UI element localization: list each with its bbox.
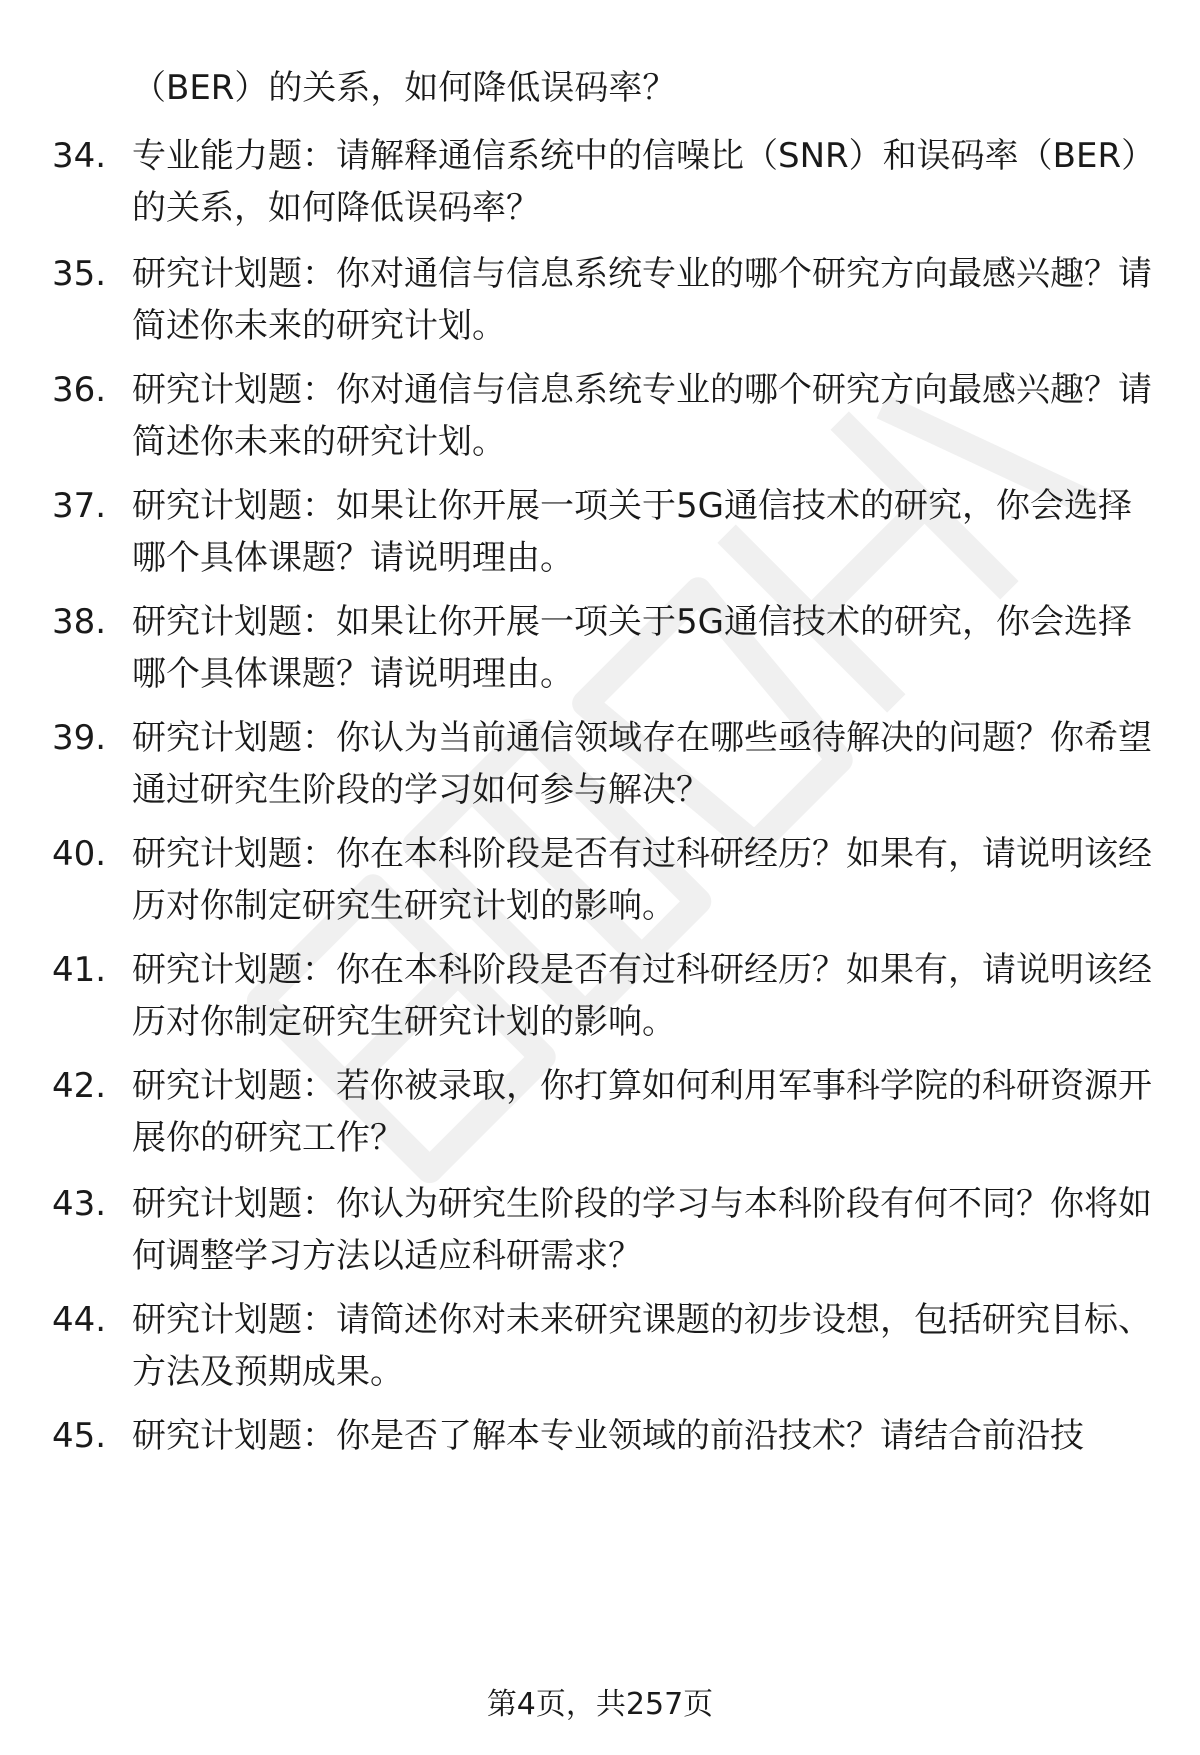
list-item — [52, 248, 1162, 352]
question-number: 45. — [52, 1416, 107, 1456]
list-item — [52, 1178, 1162, 1282]
list-item — [52, 1060, 1162, 1164]
list-item — [52, 1294, 1162, 1398]
question-text: 研究计划题：你对通信与信息系统专业的哪个研究方向最感兴趣？请简述你未来的研究计划。 — [132, 370, 1152, 462]
question-number: 35. — [52, 254, 107, 294]
question-text: 研究计划题：如果让你开展一项关于5G通信技术的研究，你会选择哪个具体课题？请说明理由。 — [132, 486, 1132, 578]
question-number: 37. — [52, 486, 107, 526]
list-item — [52, 828, 1162, 932]
question-number: 36. — [52, 370, 107, 410]
question-text: 研究计划题：你在本科阶段是否有过科研经历？如果有，请说明该经历对你制定研究生研究计划的影响。 — [132, 834, 1152, 926]
list-item — [52, 364, 1162, 468]
question-text: 研究计划题：你认为当前通信领域存在哪些亟待解决的问题？你希望通过研究生阶段的学习如何参与解决？ — [132, 718, 1152, 810]
list-item — [52, 130, 1162, 234]
question-number: 44. — [52, 1300, 107, 1340]
list-item — [52, 1410, 1162, 1462]
question-text: 研究计划题：你是否了解本专业领域的前沿技术？请结合前沿技 — [132, 1416, 1084, 1456]
question-number: 39. — [52, 718, 107, 758]
question-number: 43. — [52, 1184, 107, 1224]
question-text: 研究计划题：你对通信与信息系统专业的哪个研究方向最感兴趣？请简述你未来的研究计划。 — [132, 254, 1152, 346]
question-text: 研究计划题：你认为研究生阶段的学习与本科阶段有何不同？你将如何调整学习方法以适应科研需求？ — [132, 1184, 1152, 1276]
question-number: 40. — [52, 834, 107, 874]
list-item — [52, 944, 1162, 1048]
list-item — [52, 712, 1162, 816]
question-number: 38. — [52, 602, 107, 642]
list-item — [52, 480, 1162, 584]
list-item — [52, 596, 1162, 700]
question-number: 41. — [52, 950, 107, 990]
question-number: 34. — [52, 136, 107, 176]
question-text: 研究计划题：若你被录取，你打算如何利用军事科学院的科研资源开展你的研究工作？ — [132, 1066, 1152, 1158]
continued-question-text: （BER）的关系，如何降低误码率？ — [132, 68, 677, 108]
page-footer: 第4页，共257页 — [486, 1687, 714, 1722]
question-text: 研究计划题：如果让你开展一项关于5G通信技术的研究，你会选择哪个具体课题？请说明理由。 — [132, 602, 1132, 694]
question-text: 专业能力题：请解释通信系统中的信噪比（SNR）和误码率（BER）的关系，如何降低误码率？ — [132, 136, 1156, 228]
question-text: 研究计划题：请简述你对未来研究课题的初步设想，包括研究目标、方法及预期成果。 — [132, 1300, 1152, 1392]
question-number: 42. — [52, 1066, 107, 1106]
question-text: 研究计划题：你在本科阶段是否有过科研经历？如果有，请说明该经历对你制定研究生研究计划的影响。 — [132, 950, 1152, 1042]
